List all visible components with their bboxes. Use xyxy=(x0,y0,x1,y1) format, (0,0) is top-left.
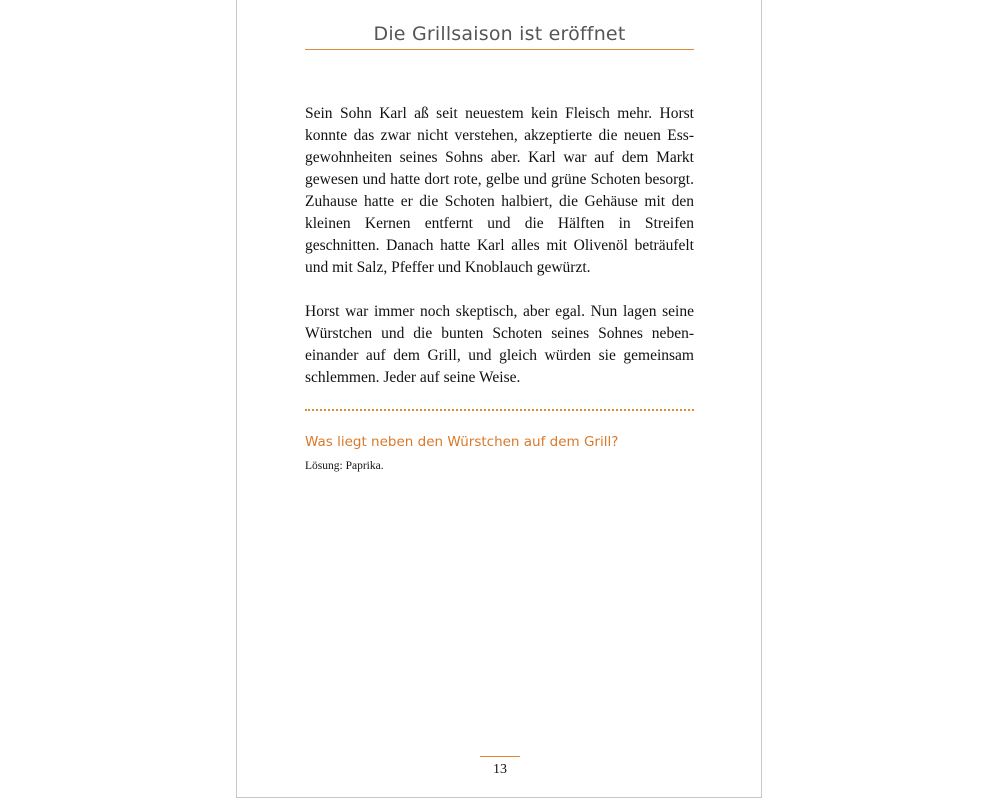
quiz-question: Was liegt neben den Würstchen auf dem Grill? xyxy=(305,434,619,450)
running-title: Die Grillsaison ist eröffnet xyxy=(373,23,626,45)
dotted-divider xyxy=(305,409,694,411)
paragraph: Horst war immer noch skeptisch, aber egal. Nun lagen seine Würstchen und die bunten Schoten seines Sohnes nebeneinander auf dem Grill, und gleich würden sie gemeinsam schlemmen. Jeder auf seine Weise. xyxy=(305,303,694,386)
body-text xyxy=(305,103,694,411)
title-rule xyxy=(305,49,694,50)
page-number-rule xyxy=(480,756,520,757)
book-page xyxy=(236,0,762,798)
paragraph: Sein Sohn Karl aß seit neuestem kein Fleisch mehr. Horst konnte das zwar nicht verstehen, akzeptierte die neuen Essgewohnheiten seines Sohns aber. Karl war auf dem Markt gewesen und hatte dort rote, gelbe und grüne Schoten besorgt. Zuhause hatte er die Schoten halbiert, die Gehäuse mit den kleinen Kernen entfernt und die Hälften in Streifen geschnitten. Danach hatte Karl alles mit Olivenöl beträufelt und mit Salz, Pfeffer und Knoblauch gewürzt. xyxy=(305,105,694,276)
page-number: 13 xyxy=(493,762,507,777)
quiz-solution: Lösung: Paprika. xyxy=(305,460,384,472)
